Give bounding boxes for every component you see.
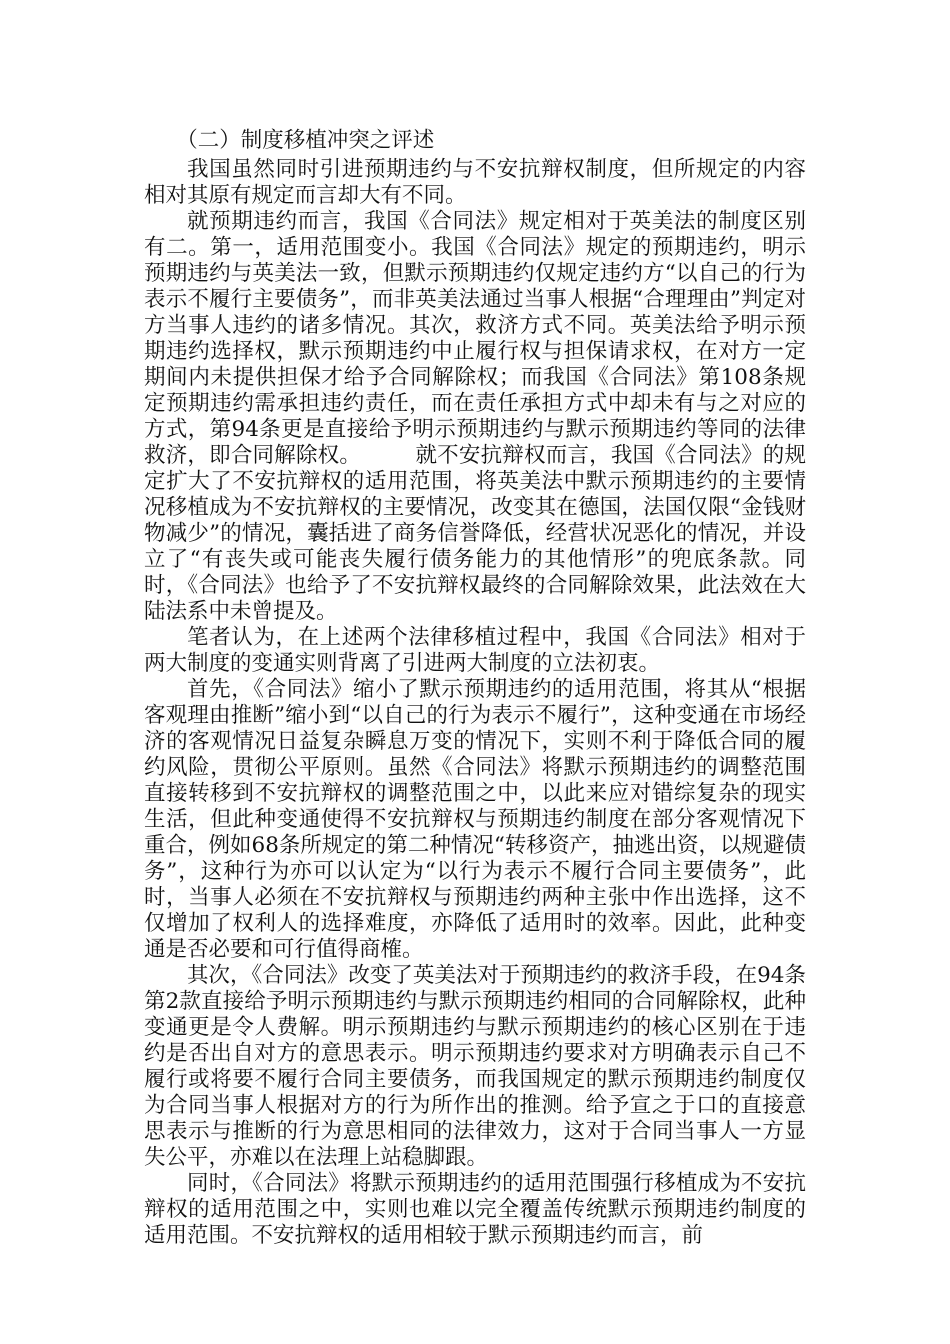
document-page	[144, 128, 806, 1249]
paragraph-third-point: 同时，《合同法》将默示预期违约的适用范围强行移植成为不安抗辩权的适用范围之中，实则也难以完全覆盖传统默示预期违约制度的适用范围。不安抗辩权的适用相较于默示预期违约而言，前	[144, 1171, 806, 1248]
paragraph-intro: 我国虽然同时引进预期违约与不安抗辩权制度，但所规定的内容相对其原有规定而言却大有不同。	[144, 157, 806, 208]
section-heading: （二）制度移植冲突之评述	[176, 128, 435, 153]
paragraph-second-point: 其次，《合同法》改变了英美法对于预期违约的救济手段，在94条第2款直接给予明示预期违约与默示预期违约相同的合同解除权，此种变通更是令人费解。明示预期违约与默示预期违约的核心区别在于违约是否出自对方的意思表示。明示预期违约要求对方明确表示自己不履行或将要不履行合同主要债务，而我国规定的默示预期违约制度仅为合同当事人根据对方的行为所作出的推测。给予宣之于口的直接意思表示与推断的行为意思相同的法律效力，这对于合同当事人一方显失公平，亦难以在法理上站稳脚跟。	[144, 963, 806, 1170]
paragraph-comparison: 就预期违约而言，我国《合同法》规定相对于英美法的制度区别有二。第一，适用范围变小。我国《合同法》规定的预期违约，明示预期违约与英美法一致，但默示预期违约仅规定违约方“以自己的行为表示不履行主要债务”，而非英美法通过当事人根据“合理理由”判定对方当事人违约的诸多情况。其次，救济方式不同。英美法给予明示预期违约选择权，默示预期违约中止履行权与担保请求权，在对方一定期间内未提供担保才给予合同解除权；而我国《合同法》第108条规定预期违约需承担违约责任，而在责任承担方式中却未有与之对应的方式，第94条更是直接给予明示预期违约与默示预期违约等同的法律救济，即合同解除权。 就不安抗辩权而言，我国《合同法》的规定扩大了不安抗辩权的适用范围，将英美法中默示预期违约的主要情况移植成为不安抗辩权的主要情况，改变其在德国，法国仅限“金钱财物减少”的情况，囊括进了商务信誉降低，经营状况恶化的情况，并设立了“有丧失或可能丧失履行债务能力的其他情形”的兜底条款。同时，《合同法》也给予了不安抗辩权最终的合同解除效果，此法效在大陆法系中未曾提及。	[144, 209, 806, 624]
paragraph-first-point: 首先，《合同法》缩小了默示预期违约的适用范围，将其从“根据客观理由推断”缩小到“以自己的行为表示不履行”，这种变通在市场经济的客观情况日益复杂瞬息万变的情况下，实则不利于降低合同的履约风险，贯彻公平原则。虽然《合同法》将默示预期违约的调整范围直接转移到不安抗辩权的调整范围之中，以此来应对错综复杂的现实生活，但此种变通使得不安抗辩权与预期违约制度在部分客观情况下重合，例如68条所规定的第二种情况“转移资产，抽逃出资，以规避债务”，这种行为亦可以认定为“以行为表示不履行合同主要债务”，此时，当事人必须在不安抗辩权与预期违约两种主张中作出选择，这不仅增加了权利人的选择难度，亦降低了适用时的效率。因此，此种变通是否必要和可行值得商榷。	[144, 677, 806, 962]
paragraph-author-view: 笔者认为，在上述两个法律移植过程中，我国《合同法》相对于两大制度的变通实则背离了引进两大制度的立法初衷。	[144, 625, 806, 676]
